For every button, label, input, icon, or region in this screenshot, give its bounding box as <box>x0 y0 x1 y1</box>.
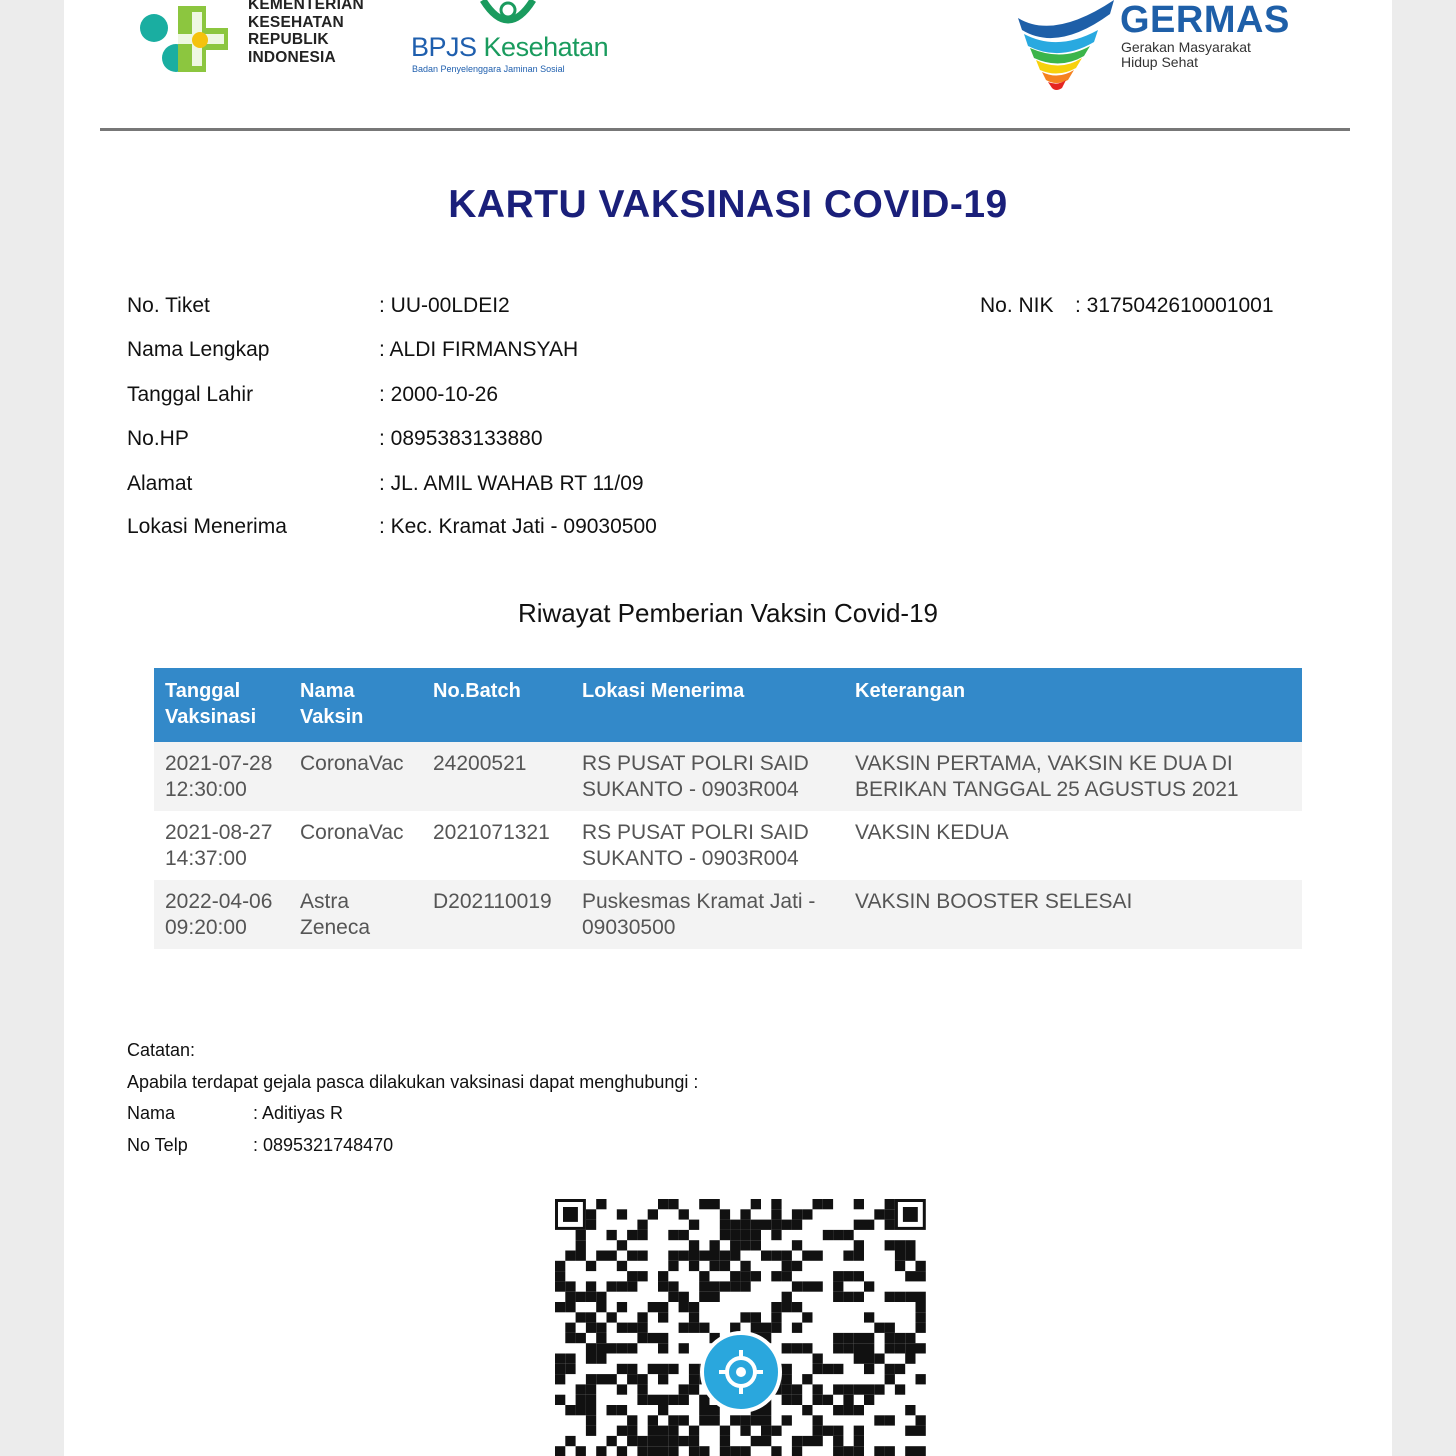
vaccination-history-table <box>154 668 1302 949</box>
table-header-row <box>154 668 1302 742</box>
kemenkes-line: INDONESIA <box>248 48 336 66</box>
table-cell: 2021-08-27 14:37:00 <box>154 811 289 880</box>
info-row-address <box>127 472 644 496</box>
notes-label: Nama <box>127 1103 176 1123</box>
nik-row <box>980 294 1274 318</box>
table-cell: VAKSIN PERTAMA, VAKSIN KE DUA DI BERIKAN TANGGAL 25 AGUSTUS 2021 <box>844 742 1302 811</box>
bpjs-name <box>411 32 608 63</box>
info-value: : 0895383133880 <box>379 427 543 450</box>
info-value: : 2000-10-26 <box>379 383 499 406</box>
notes-contact-phone <box>127 1135 393 1156</box>
germas-subtitle-line: Hidup Sehat <box>1121 54 1199 70</box>
kemenkes-line: KEMENTERIAN <box>248 0 364 13</box>
table-cell: CoronaVac <box>289 811 422 880</box>
table-cell: RS PUSAT POLRI SAID SUKANTO - 0903R004 <box>571 811 844 880</box>
info-value: : Kec. Kramat Jati - 09030500 <box>379 515 657 538</box>
notes-value: : 0895321748470 <box>253 1135 394 1155</box>
info-label: No.HP <box>127 427 189 450</box>
info-value: : ALDI FIRMANSYAH <box>379 338 579 361</box>
info-value: : JL. AMIL WAHAB RT 11/09 <box>379 472 644 495</box>
nik-label: No. NIK <box>980 294 1054 317</box>
notes-label: No Telp <box>127 1135 188 1155</box>
table-cell: VAKSIN BOOSTER SELESAI <box>844 880 1302 949</box>
germas-title: GERMAS <box>1120 0 1290 41</box>
kemenkes-logo-icon <box>134 0 238 74</box>
column-header: Tanggal Vaksinasi <box>154 668 289 742</box>
table-cell: D202110019 <box>422 880 571 949</box>
table-cell: 2021-07-28 12:30:00 <box>154 742 289 811</box>
vaccination-card-page <box>64 0 1392 1456</box>
bpjs-name-b: Kesehatan <box>483 32 609 62</box>
qr-code-icon <box>555 1199 927 1456</box>
germas-subtitle <box>1121 40 1251 70</box>
notes-contact-name <box>127 1103 343 1124</box>
table-cell: VAKSIN KEDUA <box>844 811 1302 880</box>
table-cell: RS PUSAT POLRI SAID SUKANTO - 0903R004 <box>571 742 844 811</box>
info-label: Alamat <box>127 472 193 495</box>
table-cell: Puskesmas Kramat Jati - 09030500 <box>571 880 844 949</box>
notes-value: : Aditiyas R <box>253 1103 344 1123</box>
column-header: Nama Vaksin <box>289 668 422 742</box>
table-cell: Astra Zeneca <box>289 880 422 949</box>
notes-heading: Catatan: <box>127 1040 196 1060</box>
kemenkes-line: REPUBLIK <box>248 31 329 48</box>
info-row-name <box>127 338 578 362</box>
table-row <box>154 811 1302 880</box>
info-label: Lokasi Menerima <box>127 515 287 538</box>
header-divider <box>100 128 1350 131</box>
column-header: Keterangan <box>844 668 1302 742</box>
table-cell: CoronaVac <box>289 742 422 811</box>
germas-subtitle-line: Gerakan Masyarakat <box>1121 39 1251 55</box>
info-row-birthdate <box>127 383 498 407</box>
bpjs-name-a: BPJS <box>411 32 477 62</box>
info-row-phone <box>127 427 543 451</box>
info-value: : UU-00LDEI2 <box>379 294 510 317</box>
info-row-ticket <box>127 294 510 318</box>
table-row <box>154 880 1302 949</box>
kemenkes-name <box>248 0 364 66</box>
kemenkes-line: KESEHATAN <box>248 13 344 31</box>
info-label: Tanggal Lahir <box>127 383 254 406</box>
info-label: Nama Lengkap <box>127 338 270 361</box>
column-header: No.Batch <box>422 668 571 742</box>
info-label: No. Tiket <box>127 294 210 317</box>
nik-value: : 3175042610001001 <box>1075 294 1274 317</box>
table-row <box>154 742 1302 811</box>
card-title: KARTU VAKSINASI COVID-19 <box>448 183 1008 226</box>
table-cell: 2021071321 <box>422 811 571 880</box>
germas-logo-icon <box>1014 0 1124 92</box>
table-cell: 2022-04-06 09:20:00 <box>154 880 289 949</box>
bpjs-subtitle: Badan Penyelenggara Jaminan Sosial <box>412 64 565 74</box>
peduli-lindungi-badge-icon <box>700 1331 782 1413</box>
badge-symbol-icon <box>704 1335 778 1409</box>
history-title: Riwayat Pemberian Vaksin Covid-19 <box>517 598 939 628</box>
table-cell: 24200521 <box>422 742 571 811</box>
bpjs-emblem-icon <box>477 0 539 30</box>
info-row-location <box>127 515 657 539</box>
notes-line: Apabila terdapat gejala pasca dilakukan vaksinasi dapat menghubungi : <box>127 1072 699 1092</box>
column-header: Lokasi Menerima <box>571 668 844 742</box>
